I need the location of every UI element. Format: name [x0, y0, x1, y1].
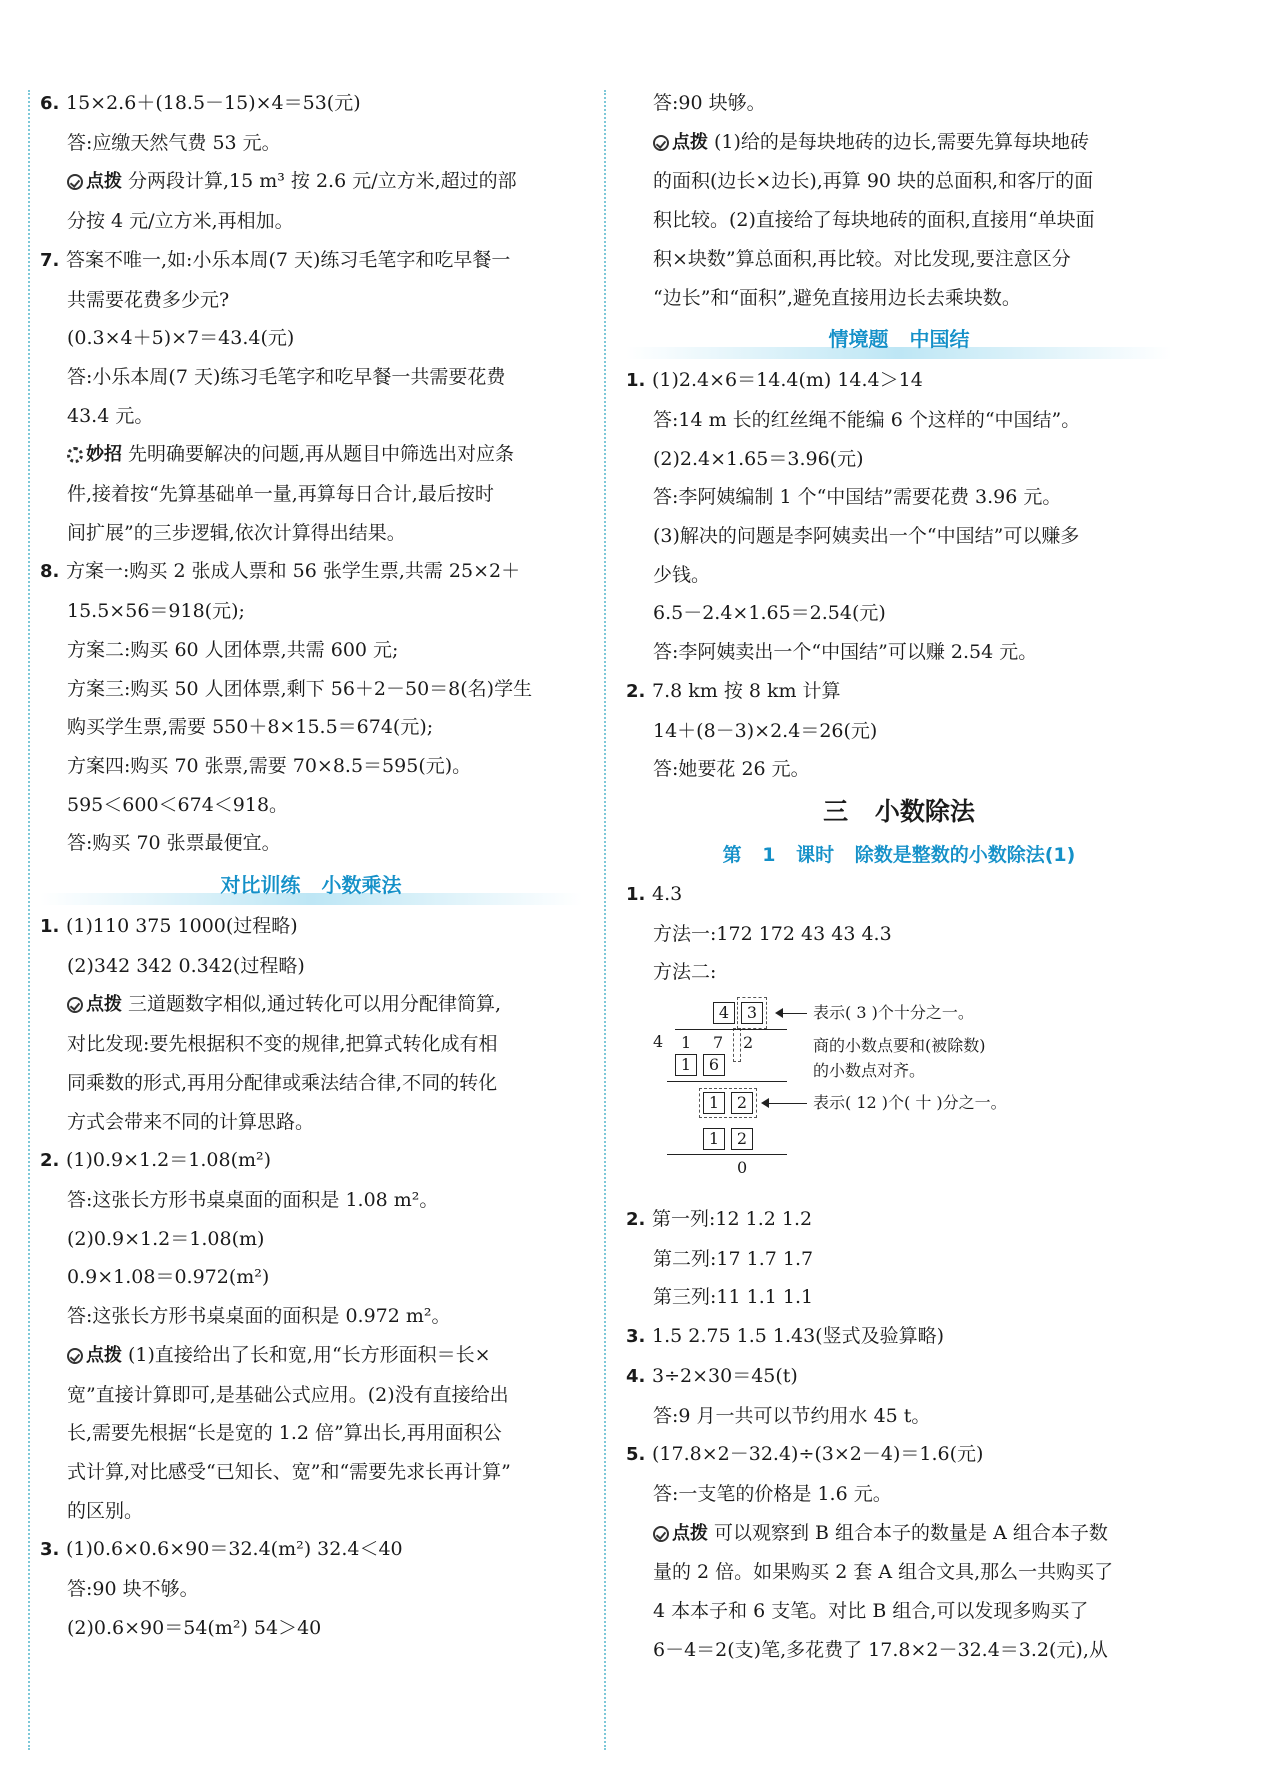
tip-line: “边长”和“面积”,避免直接用边长去乘块数。 [653, 286, 1021, 309]
tip: 妙招 先明确要解决的问题,再从题目中筛选出对应条 [40, 435, 582, 475]
answer-3: 3. (1)0.6×0.6×90＝32.4(m²) 32.4＜40 [40, 1538, 403, 1561]
tip: 点拨 三道题数字相似,通过转化可以用分配律简算, [40, 985, 582, 1025]
tip-line: 的面积(边长×边长),再算 90 块的总面积,和客厅的面 [653, 170, 1094, 193]
section-title-contrast-training: 对比训练 小数乘法 [40, 863, 582, 907]
answer-1: 1. 4.3 [626, 882, 683, 905]
answer-line: (2)0.9×1.2＝1.08(m) [67, 1227, 265, 1250]
dividend-digit: 1 [681, 1033, 692, 1053]
annotation: 表示( 3 )个十分之一。 [813, 1003, 974, 1023]
subtraction-line [667, 1081, 787, 1082]
answer-line: 方法二: [653, 961, 717, 984]
answer-line: (3)解决的问题是李阿姨卖出一个“中国结”可以赚多 [653, 525, 1080, 548]
answer-line: 答:一支笔的价格是 1.6 元。 [653, 1482, 892, 1505]
answer-line: 答:这张长方形书桌桌面的面积是 0.972 m²。 [67, 1305, 451, 1328]
tip-line: 件,接着按“先算基础单一量,再算每日合计,最后按时 [67, 483, 494, 506]
answer-line: 答:9 月一共可以节约用水 45 t。 [653, 1404, 931, 1427]
answer-1: 1. (1)110 375 1000(过程略) [40, 915, 298, 938]
tip: 点拨 (1)给的是每块地砖的边长,需要先算每块地砖 [626, 123, 1172, 163]
answer-5: 5. (17.8×2－32.4)÷(3×2－4)＝1.6(元) [626, 1443, 984, 1466]
final-remainder: 0 [737, 1158, 748, 1178]
answer-line: (0.3×4＋5)×7＝43.4(元) [67, 327, 295, 350]
quotient-digit: 4 [713, 1002, 735, 1024]
tip-line: 长,需要先根据“长是宽的 1.2 倍”算出长,再用面积公 [67, 1422, 502, 1445]
left-column [40, 84, 582, 1647]
answer-line: 6.5－2.4×1.65＝2.54(元) [653, 602, 886, 625]
answer-line: 0.9×1.08＝0.972(m²) [67, 1266, 270, 1289]
annotation: 表示( 12 )个( 十 )分之一。 [813, 1093, 1007, 1113]
answer-line: 答:90 块不够。 [67, 1578, 199, 1601]
answer-line: 答:李阿姨卖出一个“中国结”可以赚 2.54 元。 [653, 641, 1038, 664]
lesson-title: 第 1 课时 除数是整数的小数除法(1) [722, 843, 1076, 866]
tip-line: 同乘数的形式,再用分配律或乘法结合律,不同的转化 [67, 1071, 498, 1094]
product-digit: 1 [703, 1128, 725, 1150]
answer-2: 2. 7.8 km 按 8 km 计算 [626, 679, 841, 702]
dividend-digit: 2 [743, 1033, 754, 1053]
check-icon [653, 135, 669, 151]
remainder-digit: 2 [731, 1092, 753, 1114]
tip-line: 分按 4 元/立方米,再相加。 [67, 210, 294, 233]
division-bar [675, 1029, 787, 1030]
answer-line: 第三列:11 1.1 1.1 [653, 1286, 814, 1309]
tip-line: 方式会带来不同的计算思路。 [67, 1110, 315, 1133]
answer-line: 方案二:购买 60 人团体票,共需 600 元; [67, 638, 399, 661]
tip-line: 间扩展”的三步逻辑,依次计算得出结果。 [67, 521, 406, 544]
check-icon [67, 1348, 83, 1364]
check-icon [67, 997, 83, 1013]
check-icon [653, 1526, 669, 1542]
answer-3: 3. 1.5 2.75 1.5 1.43(竖式及验算略) [626, 1325, 944, 1348]
answer-line: 方法一:172 172 43 43 4.3 [653, 922, 892, 945]
tip-line: 积×块数”算总面积,再比较。对比发现,要注意区分 [653, 247, 1071, 270]
subtraction-line [667, 1154, 787, 1155]
answer-line: 方案四:购买 70 张票,需要 70×8.5＝595(元)。 [67, 754, 472, 777]
answer-8: 8. 方案一:购买 2 张成人票和 56 张学生票,共需 25×2＋ [40, 560, 521, 583]
answer-line: 购买学生票,需要 550＋8×15.5＝674(元); [67, 716, 434, 739]
arrow-icon [763, 1103, 807, 1104]
section-title-scenario: 情境题 中国结 [626, 317, 1172, 361]
annotation: 的小数点对齐。 [813, 1061, 926, 1081]
answer-line: 595＜600＜674＜918。 [67, 793, 289, 816]
divisor: 4 [653, 1032, 664, 1052]
tip-line: 6－4＝2(支)笔,多花费了 17.8×2－32.4＝3.2(元),从 [653, 1638, 1108, 1661]
answer-line: 共需要花费多少元? [67, 288, 230, 311]
answer-1: 1. (1)2.4×6＝14.4(m) 14.4＞14 [626, 369, 923, 392]
quotient-digit: 3 [741, 1002, 763, 1024]
answer-line: (2)2.4×1.65＝3.96(元) [653, 447, 864, 470]
long-division-diagram [653, 992, 1172, 1200]
answer-line: 答:这张长方形书桌桌面的面积是 1.08 m²。 [67, 1188, 439, 1211]
answer-line: 答:她要花 26 元。 [653, 758, 810, 781]
dividend-digit: 7 [713, 1033, 724, 1053]
answer-line: 答:购买 70 张票最便宜。 [67, 832, 281, 855]
answer-line: 第二列:17 1.7 1.7 [653, 1247, 814, 1270]
annotation: 商的小数点要和(被除数) [813, 1036, 986, 1056]
answer-line: 15.5×56＝918(元); [67, 600, 245, 623]
answer-line: 答:90 块够。 [653, 92, 766, 114]
tip: 点拨 (1)直接给出了长和宽,用“长方形面积＝长× [40, 1336, 582, 1376]
decimal-point-marker [733, 1028, 741, 1062]
answer-line: 答:14 m 长的红丝绳不能编 6 个这样的“中国结”。 [653, 408, 1081, 431]
tip-line: 积比较。(2)直接给了每块地砖的面积,直接用“单块面 [653, 209, 1095, 232]
left-margin-line [28, 90, 30, 1750]
product-digit: 6 [703, 1054, 725, 1076]
tip: 点拨 可以观察到 B 组合本子的数量是 A 组合本子数 [626, 1514, 1172, 1554]
answer-line: 答:应缴天然气费 53 元。 [67, 131, 281, 154]
answer-line: 答:李阿姨编制 1 个“中国结”需要花费 3.96 元。 [653, 486, 1062, 509]
answer-line: 方案三:购买 50 人团体票,剩下 56＋2－50＝8(名)学生 [67, 677, 533, 700]
check-icon [67, 174, 83, 190]
column-divider [604, 90, 606, 1750]
tip-line: 量的 2 倍。如果购买 2 套 A 组合文具,那么一共购买了 [653, 1561, 1114, 1584]
arrow-icon [777, 1013, 807, 1014]
gear-icon [67, 447, 83, 463]
answer-line: 少钱。 [653, 563, 711, 586]
answer-2: 2. 第一列:12 1.2 1.2 [626, 1208, 813, 1231]
tip-line: 4 本本子和 6 支笔。对比 B 组合,可以发现多购买了 [653, 1600, 1089, 1623]
remainder-digit: 1 [703, 1092, 725, 1114]
tip-line: 对比发现:要先根据积不变的规律,把算式转化成有相 [67, 1033, 498, 1056]
answer-7: 7. 答案不唯一,如:小乐本周(7 天)练习毛笔字和吃早餐一 [40, 248, 511, 271]
answer-line: (2)342 342 0.342(过程略) [67, 954, 305, 977]
tip-line: 式计算,对比感受“已知长、宽”和“需要先求长再计算” [67, 1460, 511, 1483]
answer-4: 4. 3÷2×30＝45(t) [626, 1364, 798, 1387]
answer-line: 14＋(8－3)×2.4＝26(元) [653, 719, 878, 742]
answer-line: (2)0.6×90＝54(m²) 54＞40 [67, 1616, 322, 1639]
answer-6: 6. 15×2.6＋(18.5－15)×4＝53(元) [40, 92, 361, 114]
answer-line: 43.4 元。 [67, 404, 154, 427]
right-column [626, 84, 1172, 1670]
product-digit: 2 [731, 1128, 753, 1150]
chapter-title: 三 小数除法 [823, 796, 975, 826]
product-digit: 1 [675, 1054, 697, 1076]
tip: 点拨 分两段计算,15 m³ 按 2.6 元/立方米,超过的部 [40, 162, 582, 202]
answer-line: 答:小乐本周(7 天)练习毛笔字和吃早餐一共需要花费 [67, 365, 506, 388]
answer-2: 2. (1)0.9×1.2＝1.08(m²) [40, 1149, 272, 1172]
tip-line: 的区别。 [67, 1499, 144, 1522]
tip-line: 宽”直接计算即可,是基础公式应用。(2)没有直接给出 [67, 1383, 509, 1406]
